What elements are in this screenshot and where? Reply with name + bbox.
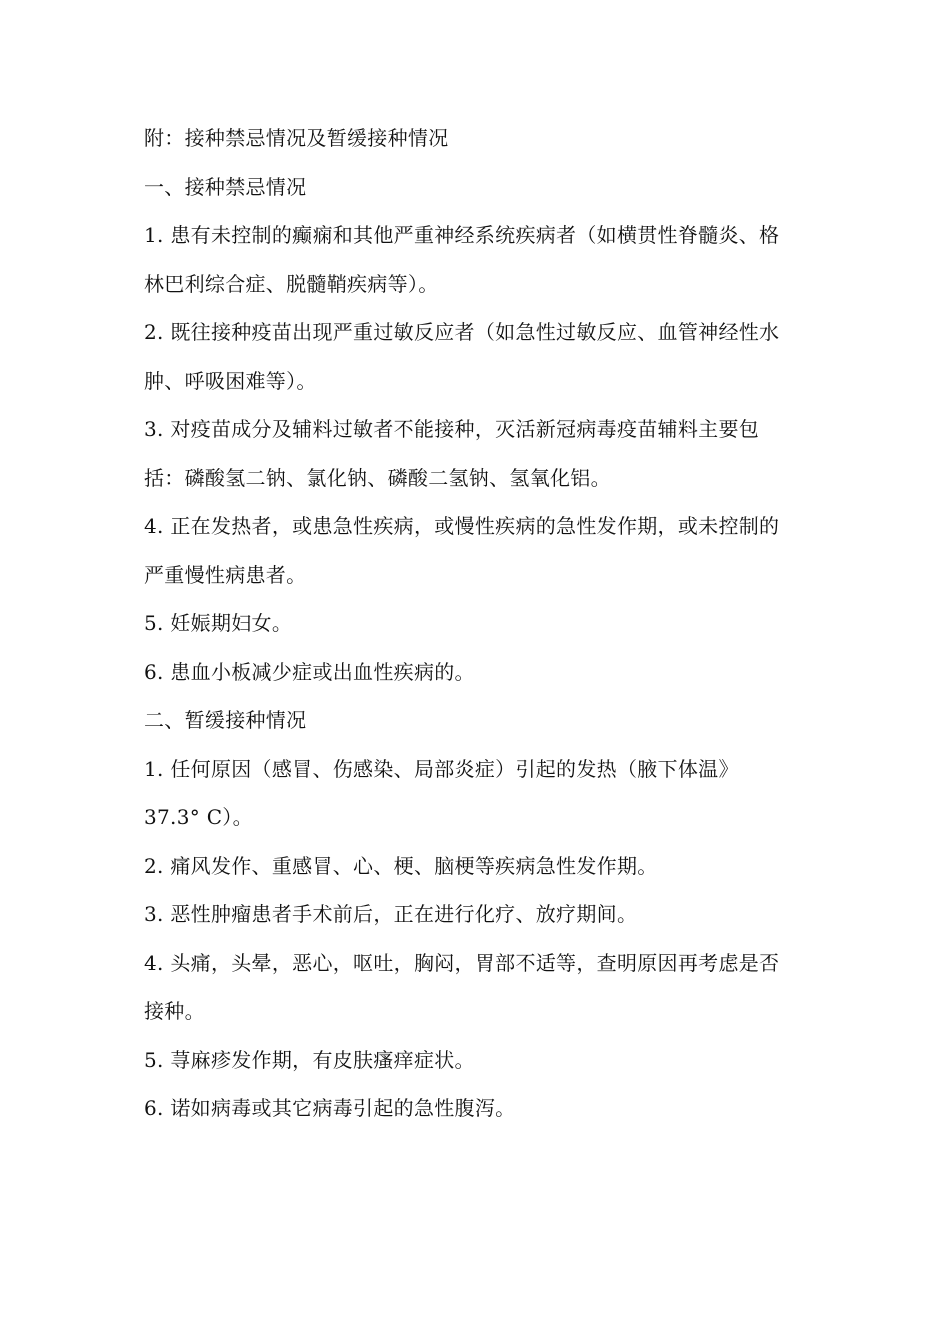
section1-item-3-line-2: 括：磷酸氢二钠、氯化钠、磷酸二氢钠、氢氧化铝。	[144, 465, 611, 490]
section2-item-5-line-1: 5. 荨麻疹发作期，有皮肤瘙痒症状。	[144, 1047, 475, 1072]
section1-item-5-line-1: 5. 妊娠期妇女。	[144, 611, 293, 635]
section1-item-3	[144, 405, 814, 502]
section2-item-4	[144, 939, 814, 1036]
section1-item-1-line-2: 林巴利综合症、脱髓鞘疾病等）。	[144, 271, 439, 296]
section2-item-6-line-1: 6. 诺如病毒或其它病毒引起的急性腹泻。	[144, 1096, 516, 1120]
section2-item-1-line-2: 37.3° C）。	[144, 805, 253, 829]
section1-item-2-line-2: 肿、呼吸困难等）。	[144, 368, 317, 393]
section1-item-6-line-1: 6. 患血小板减少症或出血性疾病的。	[144, 659, 475, 684]
section2-item-1-line-1: 1. 任何原因（感冒、伤感染、局部炎症）引起的发热（腋下体温》	[144, 756, 739, 781]
section1-item-1-line-1: 1. 患有未控制的癫痫和其他严重神经系统疾病者（如横贯性脊髓炎、格	[144, 223, 780, 247]
section1-item-4-line-2: 严重慢性病患者。	[144, 562, 307, 587]
section1-item-2-line-1: 2. 既往接种疫苗出现严重过敏反应者（如急性过敏反应、血管神经性水	[144, 320, 780, 344]
section1-item-5	[144, 599, 814, 648]
document-title: 附：接种禁忌情况及暂缓接种情况	[144, 126, 449, 150]
section1-heading: 一、接种禁忌情况	[144, 174, 307, 199]
section2-item-3	[144, 890, 814, 939]
section2-item-1	[144, 745, 814, 842]
section2-heading: 二、暂缓接种情况	[144, 708, 307, 732]
section1-item-4-line-1: 4. 正在发热者，或患急性疾病，或慢性疾病的急性发作期，或未控制的	[144, 514, 780, 538]
section1-item-6	[144, 648, 814, 697]
section2-item-5	[144, 1036, 814, 1085]
section2-item-2-line-1: 2. 痛风发作、重感冒、心、梗、脑梗等疾病急性发作期。	[144, 853, 658, 878]
section2-item-6	[144, 1084, 814, 1133]
section2-item-2	[144, 842, 814, 891]
section2-item-3-line-1: 3. 恶性肿瘤患者手术前后，正在进行化疗、放疗期间。	[144, 902, 638, 926]
document-body	[144, 114, 814, 1133]
section1-item-1	[144, 211, 814, 308]
section1-item-3-line-1: 3. 对疫苗成分及辅料过敏者不能接种，灭活新冠病毒疫苗辅料主要包	[144, 417, 760, 441]
section1-item-4	[144, 502, 814, 599]
section1-item-2	[144, 308, 814, 405]
section2-item-4-line-2: 接种。	[144, 999, 205, 1023]
section2-item-4-line-1: 4. 头痛，头晕，恶心，呕吐，胸闷，胃部不适等，查明原因再考虑是否	[144, 950, 780, 975]
